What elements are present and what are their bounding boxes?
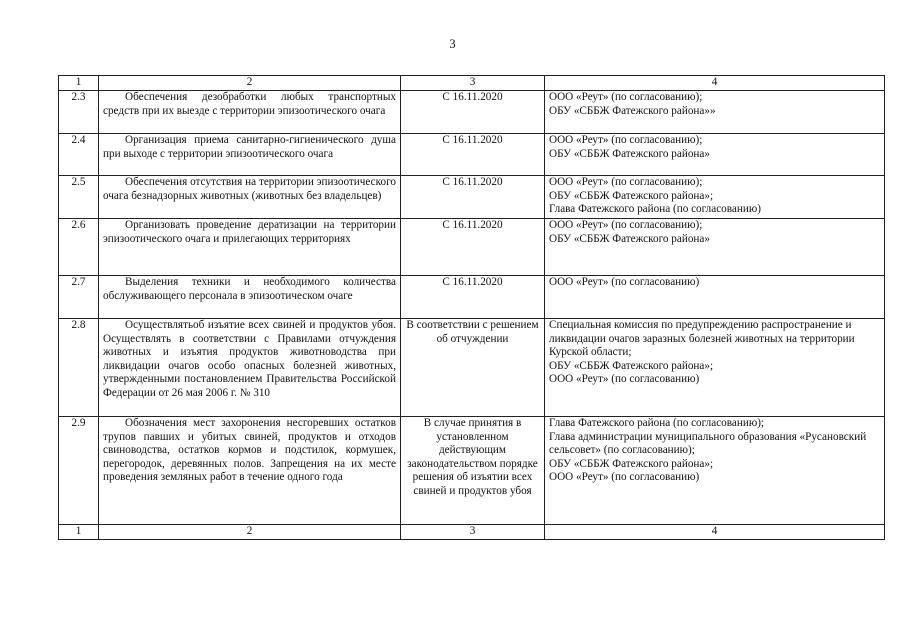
responsible-entry: ООО «Реут» (по согласованию) <box>549 276 700 288</box>
responsible-parties <box>545 319 885 417</box>
responsible-entry: ООО «Реут» (по согласованию); <box>549 91 703 103</box>
responsible-parties <box>545 417 885 525</box>
table-row <box>59 91 885 134</box>
column-number: 3 <box>401 525 545 540</box>
responsible-entry: Глава Фатежского района (по согласованию) <box>549 203 761 216</box>
measure-description: Осуществлятьоб изъятие всех свиней и продуктов убоя. Осуществлять в соответствии с Правилами отчуждения животных и изъятия продуктов животноводства при ликвидации очагов особо опасных болезней животных, утвержденными постановлением Правительства Российской Федерации от 26 мая 2006 г. № 310 <box>99 319 401 417</box>
measure-description: Обеспечения дезобработки любых транспортных средств при их выезде с территории эпизоотического очага <box>99 91 401 134</box>
table-row <box>59 134 885 176</box>
measure-description: Обеспечения отсутствия на территории эпизоотического очага безнадзорных животных (животных без владельцев) <box>99 176 401 219</box>
table-row <box>59 219 885 276</box>
responsible-entry: ОБУ «СББЖ Фатежского района»; <box>549 457 714 470</box>
table-row <box>59 276 885 319</box>
row-number: 2.5 <box>59 176 99 219</box>
responsible-parties <box>545 91 885 134</box>
row-number: 2.9 <box>59 417 99 525</box>
responsible-entry: ООО «Реут» (по согласованию) <box>549 373 700 386</box>
measure-term: С 16.11.2020 <box>401 134 545 176</box>
measure-description: Выделения техники и необходимого количества обслуживающего персонала в эпизоотическом очаге <box>99 276 401 319</box>
responsible-entry: ООО «Реут» (по согласованию); <box>549 176 703 188</box>
column-number-footer <box>59 525 885 540</box>
responsible-entry: ООО «Реут» (по согласованию) <box>549 471 700 484</box>
responsible-entry: ОБУ «СББЖ Фатежского района» <box>549 147 710 160</box>
row-number: 2.6 <box>59 219 99 276</box>
measure-description: Обозначения мест захоронения несгоревших остатков трупов павших и убитых свиней, продуктов и отходов свиноводства, остатков кормов и подстилок, кормушек, перегородок, деревянных полов. Запрещения на их месте проведения земляных работ в течение одного года <box>99 417 401 525</box>
measure-term: С 16.11.2020 <box>401 276 545 319</box>
column-number: 4 <box>545 76 885 91</box>
row-number: 2.3 <box>59 91 99 134</box>
responsible-entry: ООО «Реут» (по согласованию); <box>549 134 703 146</box>
measure-term: В случае принятия в установленном действующим законодательством порядке решения об изъятии всех свиней и продуктов убоя <box>401 417 545 525</box>
measure-term: С 16.11.2020 <box>401 91 545 134</box>
responsible-entry: Глава Фатежского района (по согласованию); <box>549 417 765 429</box>
measure-term: В соответствии с решением об отчуждении <box>401 319 545 417</box>
column-number: 3 <box>401 76 545 91</box>
page-number: 3 <box>449 37 456 51</box>
measure-description: Организация приема санитарно-гигиенического душа при выходе с территории эпизоотического очага <box>99 134 401 176</box>
responsible-parties <box>545 276 885 319</box>
table-row <box>59 319 885 417</box>
responsible-parties <box>545 134 885 176</box>
responsible-parties <box>545 219 885 276</box>
responsible-entry: ОБУ «СББЖ Фатежского района»» <box>549 104 716 117</box>
row-number: 2.8 <box>59 319 99 417</box>
measure-term: С 16.11.2020 <box>401 176 545 219</box>
row-number: 2.7 <box>59 276 99 319</box>
column-number: 2 <box>99 525 401 540</box>
measure-term: С 16.11.2020 <box>401 219 545 276</box>
responsible-entry: Специальная комиссия по предупреждению распространение и ликвидации очагов заразных болезней животных на территории Курской области; <box>549 319 855 359</box>
responsible-entry: ООО «Реут» (по согласованию); <box>549 219 703 231</box>
measure-description: Организовать проведение дератизации на территории эпизоотического очага и прилегающих территориях <box>99 219 401 276</box>
column-number: 1 <box>59 76 99 91</box>
row-number: 2.4 <box>59 134 99 176</box>
column-number: 2 <box>99 76 401 91</box>
responsible-entry: ОБУ «СББЖ Фатежского района» <box>549 232 710 245</box>
column-number: 1 <box>59 525 99 540</box>
column-number-header <box>59 76 885 91</box>
responsible-entry: Глава администрации муниципального образования «Русановский сельсовет» (по согласованию); <box>549 430 867 457</box>
responsible-entry: ОБУ «СББЖ Фатежского района»; <box>549 189 714 202</box>
responsible-entry: ОБУ «СББЖ Фатежского района»; <box>549 359 714 372</box>
table-row <box>59 417 885 525</box>
column-number: 4 <box>545 525 885 540</box>
responsible-parties <box>545 176 885 219</box>
measures-table <box>58 75 885 540</box>
table-row <box>59 176 885 219</box>
